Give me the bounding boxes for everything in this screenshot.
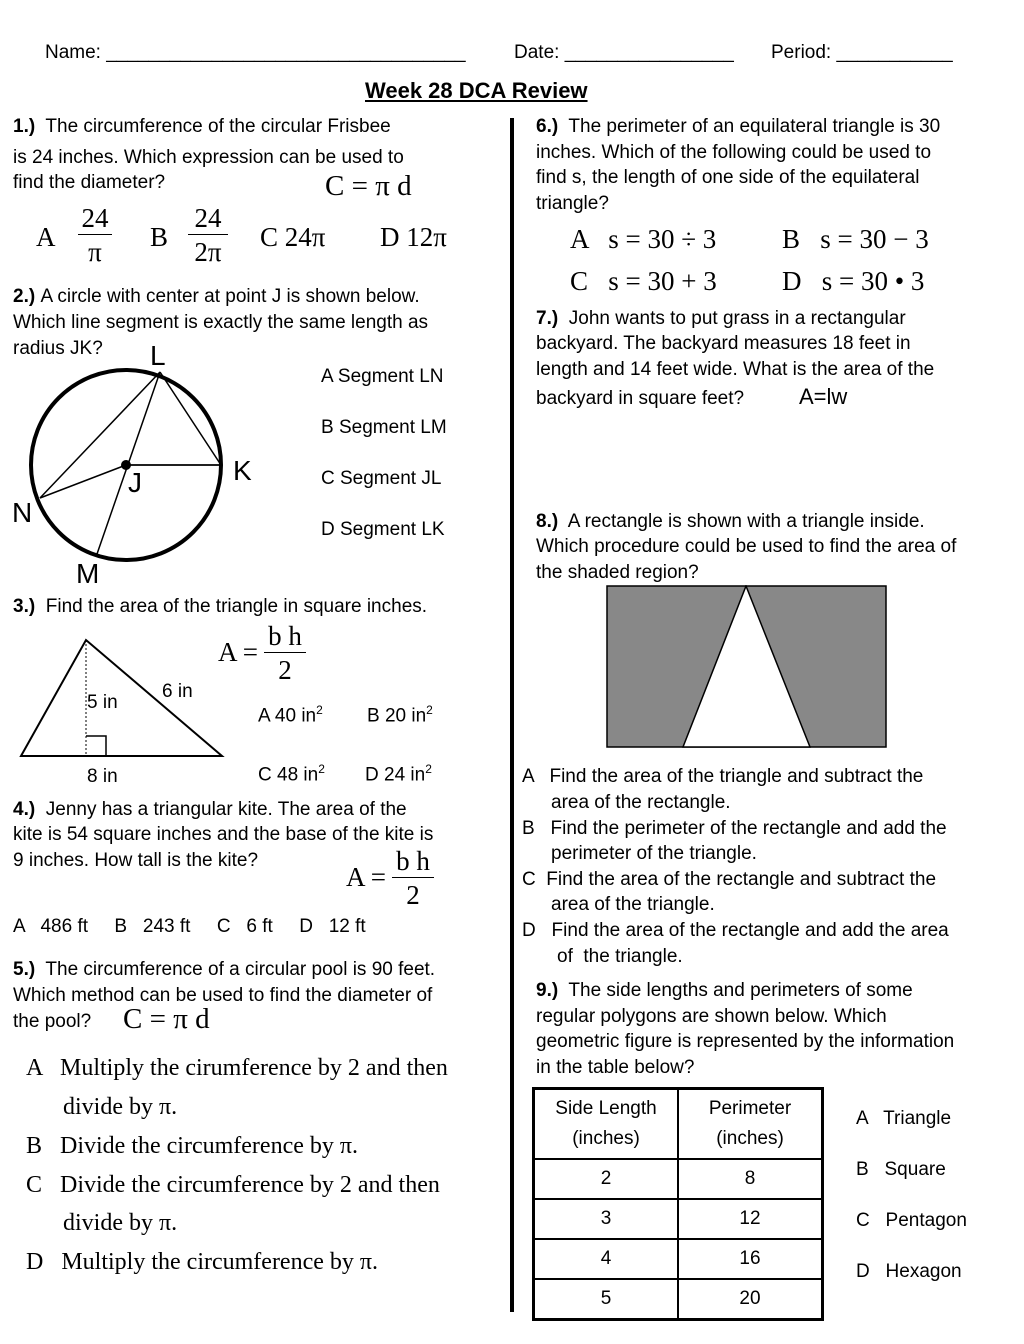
q8-choice-d-1: D Find the area of the rectangle and add the area [522,920,949,941]
q1-choice-b-fraction: $\frac{24}{2\pi}$ [188,202,228,269]
q1-formula: C = π d [325,170,412,202]
q8-choice-d-2: of the triangle. [557,946,683,967]
q5-text-2: Which method can be used to find the diameter of [13,985,433,1006]
label-k: K [233,455,252,486]
q4-text-2: kite is 54 square inches and the base of the kite is [13,824,434,845]
q6-choice-c: C s = 30 + 3 [570,266,717,296]
q1-choice-c: C 24π [260,222,326,252]
right-angle-mark [86,736,106,756]
q3-choice-c: C 48 $in^2$ [258,762,325,786]
label-m: M [76,558,100,589]
q6-text-1: The perimeter of an equilateral triangle is 30 [568,116,941,137]
q5-formula: C = π d [123,1003,210,1035]
table-cell: 3 [534,1199,679,1239]
q7-formula: A=lw [799,384,848,409]
q5-text-3: the pool? [13,1011,92,1032]
q6-number: 6.) [536,116,559,137]
label-l: L [150,340,166,371]
q5-choice-c-2: divide by π. [63,1210,178,1236]
q7-text-2: backyard. The backyard measures 18 feet in [536,333,911,354]
q3-formula-lhs: A = [218,637,258,667]
q2-number: 2.) [13,286,36,307]
q8-text-3: the shaded region? [536,562,699,583]
q8-choice-c-2: area of the triangle. [551,894,715,915]
table-cell: 20 [678,1279,823,1320]
q9-number: 9.) [536,980,559,1001]
triangle-diagram [0,630,240,770]
q2-text-1: A circle with center at point J is shown below. [40,286,420,307]
q5-text-1: The circumference of a circular pool is 90 feet. [45,959,436,980]
table-row [534,1239,823,1279]
shaded-rectangle-diagram [605,585,889,750]
height-label: 5 in [87,692,118,713]
q8-text-1: A rectangle is shown with a triangle inside. [567,511,925,532]
segment-lk [160,372,221,465]
q2-text-2: Which line segment is exactly the same length as [13,312,429,333]
q1-choice-a-letter: A [36,222,56,252]
q8-choice-c-1: C Find the area of the rectangle and subtract the [522,869,937,890]
q4-text-1: Jenny has a triangular kite. The area of the [45,799,407,820]
q2-text-3: radius JK? [13,338,103,359]
q3-formula-fraction: $\frac{\text{b h}}{2}$ [264,620,306,687]
q1-text-2: is 24 inches. Which expression can be used to [13,147,404,168]
segment-jn [40,465,126,498]
name-field: Name: __________________________________ [45,42,466,63]
q4-choices: A 486 ft B 243 ft C 6 ft D 12 ft [13,916,366,937]
q5-choice-b: B Divide the circumference by π. [26,1133,358,1159]
table-header-perimeter: Perimeter (inches) [678,1089,823,1160]
q2-choice-a: A Segment LN [321,366,444,387]
base-label: 8 in [87,766,118,787]
segment-ln [40,372,160,498]
q8-choice-b-1: B Find the perimeter of the rectangle and add the [522,818,947,839]
q7-text-3: length and 14 feet wide. What is the area of the [536,359,935,380]
table-row [534,1199,823,1239]
q3-choice-b: B 20 $in^2$ [367,703,433,727]
q8-choice-a-1: A Find the area of the triangle and subtract the [522,766,924,787]
q2-choice-c: C Segment JL [321,468,442,489]
q9-choice-a: A Triangle [856,1108,952,1129]
table-row [534,1159,823,1199]
q5-choice-a-2: divide by π. [63,1094,178,1120]
table-cell: 12 [678,1199,823,1239]
q6-text-3: find s, the length of one side of the equilateral [536,167,920,188]
table-cell: 4 [534,1239,679,1279]
q7-text-1: John wants to put grass in a rectangular [568,308,906,329]
table-cell: 16 [678,1239,823,1279]
q5-choice-c-1: C Divide the circumference by 2 and then [26,1172,440,1198]
q9-text-4: in the table below? [536,1057,695,1078]
q2-choice-d: D Segment LK [321,519,445,540]
table-header-side-length: Side Length (inches) [534,1089,679,1160]
q8-text-2: Which procedure could be used to find the area of [536,536,957,557]
table-cell: 2 [534,1159,679,1199]
q4-text-3: 9 inches. How tall is the kite? [13,850,259,871]
q4-formula-fraction: $\frac{\text{b h}}{2}$ [392,845,434,912]
q3-number: 3.) [13,596,36,617]
q1-text-1: The circumference of the circular Frisbee [45,116,391,137]
page-title: Week 28 DCA Review [365,78,588,103]
q8-choice-a-2: area of the rectangle. [551,792,731,813]
q1-choice-a-fraction: $\frac{24}{\pi}$ [78,202,112,269]
q6-choice-a: A s = 30 ÷ 3 [570,224,717,254]
q2-choice-b: B Segment LM [321,417,447,438]
table-cell: 5 [534,1279,679,1320]
period-field: Period: ___________ [771,42,953,63]
table-row [534,1279,823,1320]
q6-text-2: inches. Which of the following could be used to [536,142,932,163]
polygon-table [532,1087,824,1321]
label-j: J [128,467,142,498]
q7-text-4: backyard in square feet? [536,388,745,409]
q1-number: 1.) [13,116,36,137]
q4-number: 4.) [13,799,36,820]
q9-choice-c: C Pentagon [856,1210,967,1231]
q9-text-2: regular polygons are shown below. Which [536,1006,887,1027]
date-field: Date: ________________ [514,42,734,63]
q9-text-1: The side lengths and perimeters of some [568,980,913,1001]
q8-choice-b-2: perimeter of the triangle. [551,843,757,864]
column-divider [510,118,514,1312]
q9-text-3: geometric figure is represented by the information [536,1031,955,1052]
q1-choice-d: D 12π [380,222,447,252]
q6-choice-d: D s = 30 • 3 [782,266,925,296]
q1-text-3: find the diameter? [13,172,166,193]
q4-formula-lhs: A = [346,862,386,892]
label-n: N [12,497,33,528]
q3-choice-a: A 40 $in^2$ [258,703,323,727]
q5-number: 5.) [13,959,36,980]
side-label: 6 in [162,681,193,702]
table-header-row [534,1089,823,1160]
circle-diagram [0,340,270,590]
q3-text: Find the area of the triangle in square inches. [45,596,428,617]
q7-number: 7.) [536,308,559,329]
q6-choice-b: B s = 30 − 3 [782,224,929,254]
q1-choice-b-letter: B [150,222,169,252]
q5-choice-d: D Multiply the circumference by π. [26,1249,379,1275]
q9-choice-d: D Hexagon [856,1261,962,1282]
q6-text-4: triangle? [536,193,609,214]
q9-choice-b: B Square [856,1159,946,1180]
q3-choice-d: D 24 $in^2$ [365,762,432,786]
table-cell: 8 [678,1159,823,1199]
q5-choice-a-1: A Multiply the cirumference by 2 and then [26,1055,448,1081]
q8-number: 8.) [536,511,559,532]
